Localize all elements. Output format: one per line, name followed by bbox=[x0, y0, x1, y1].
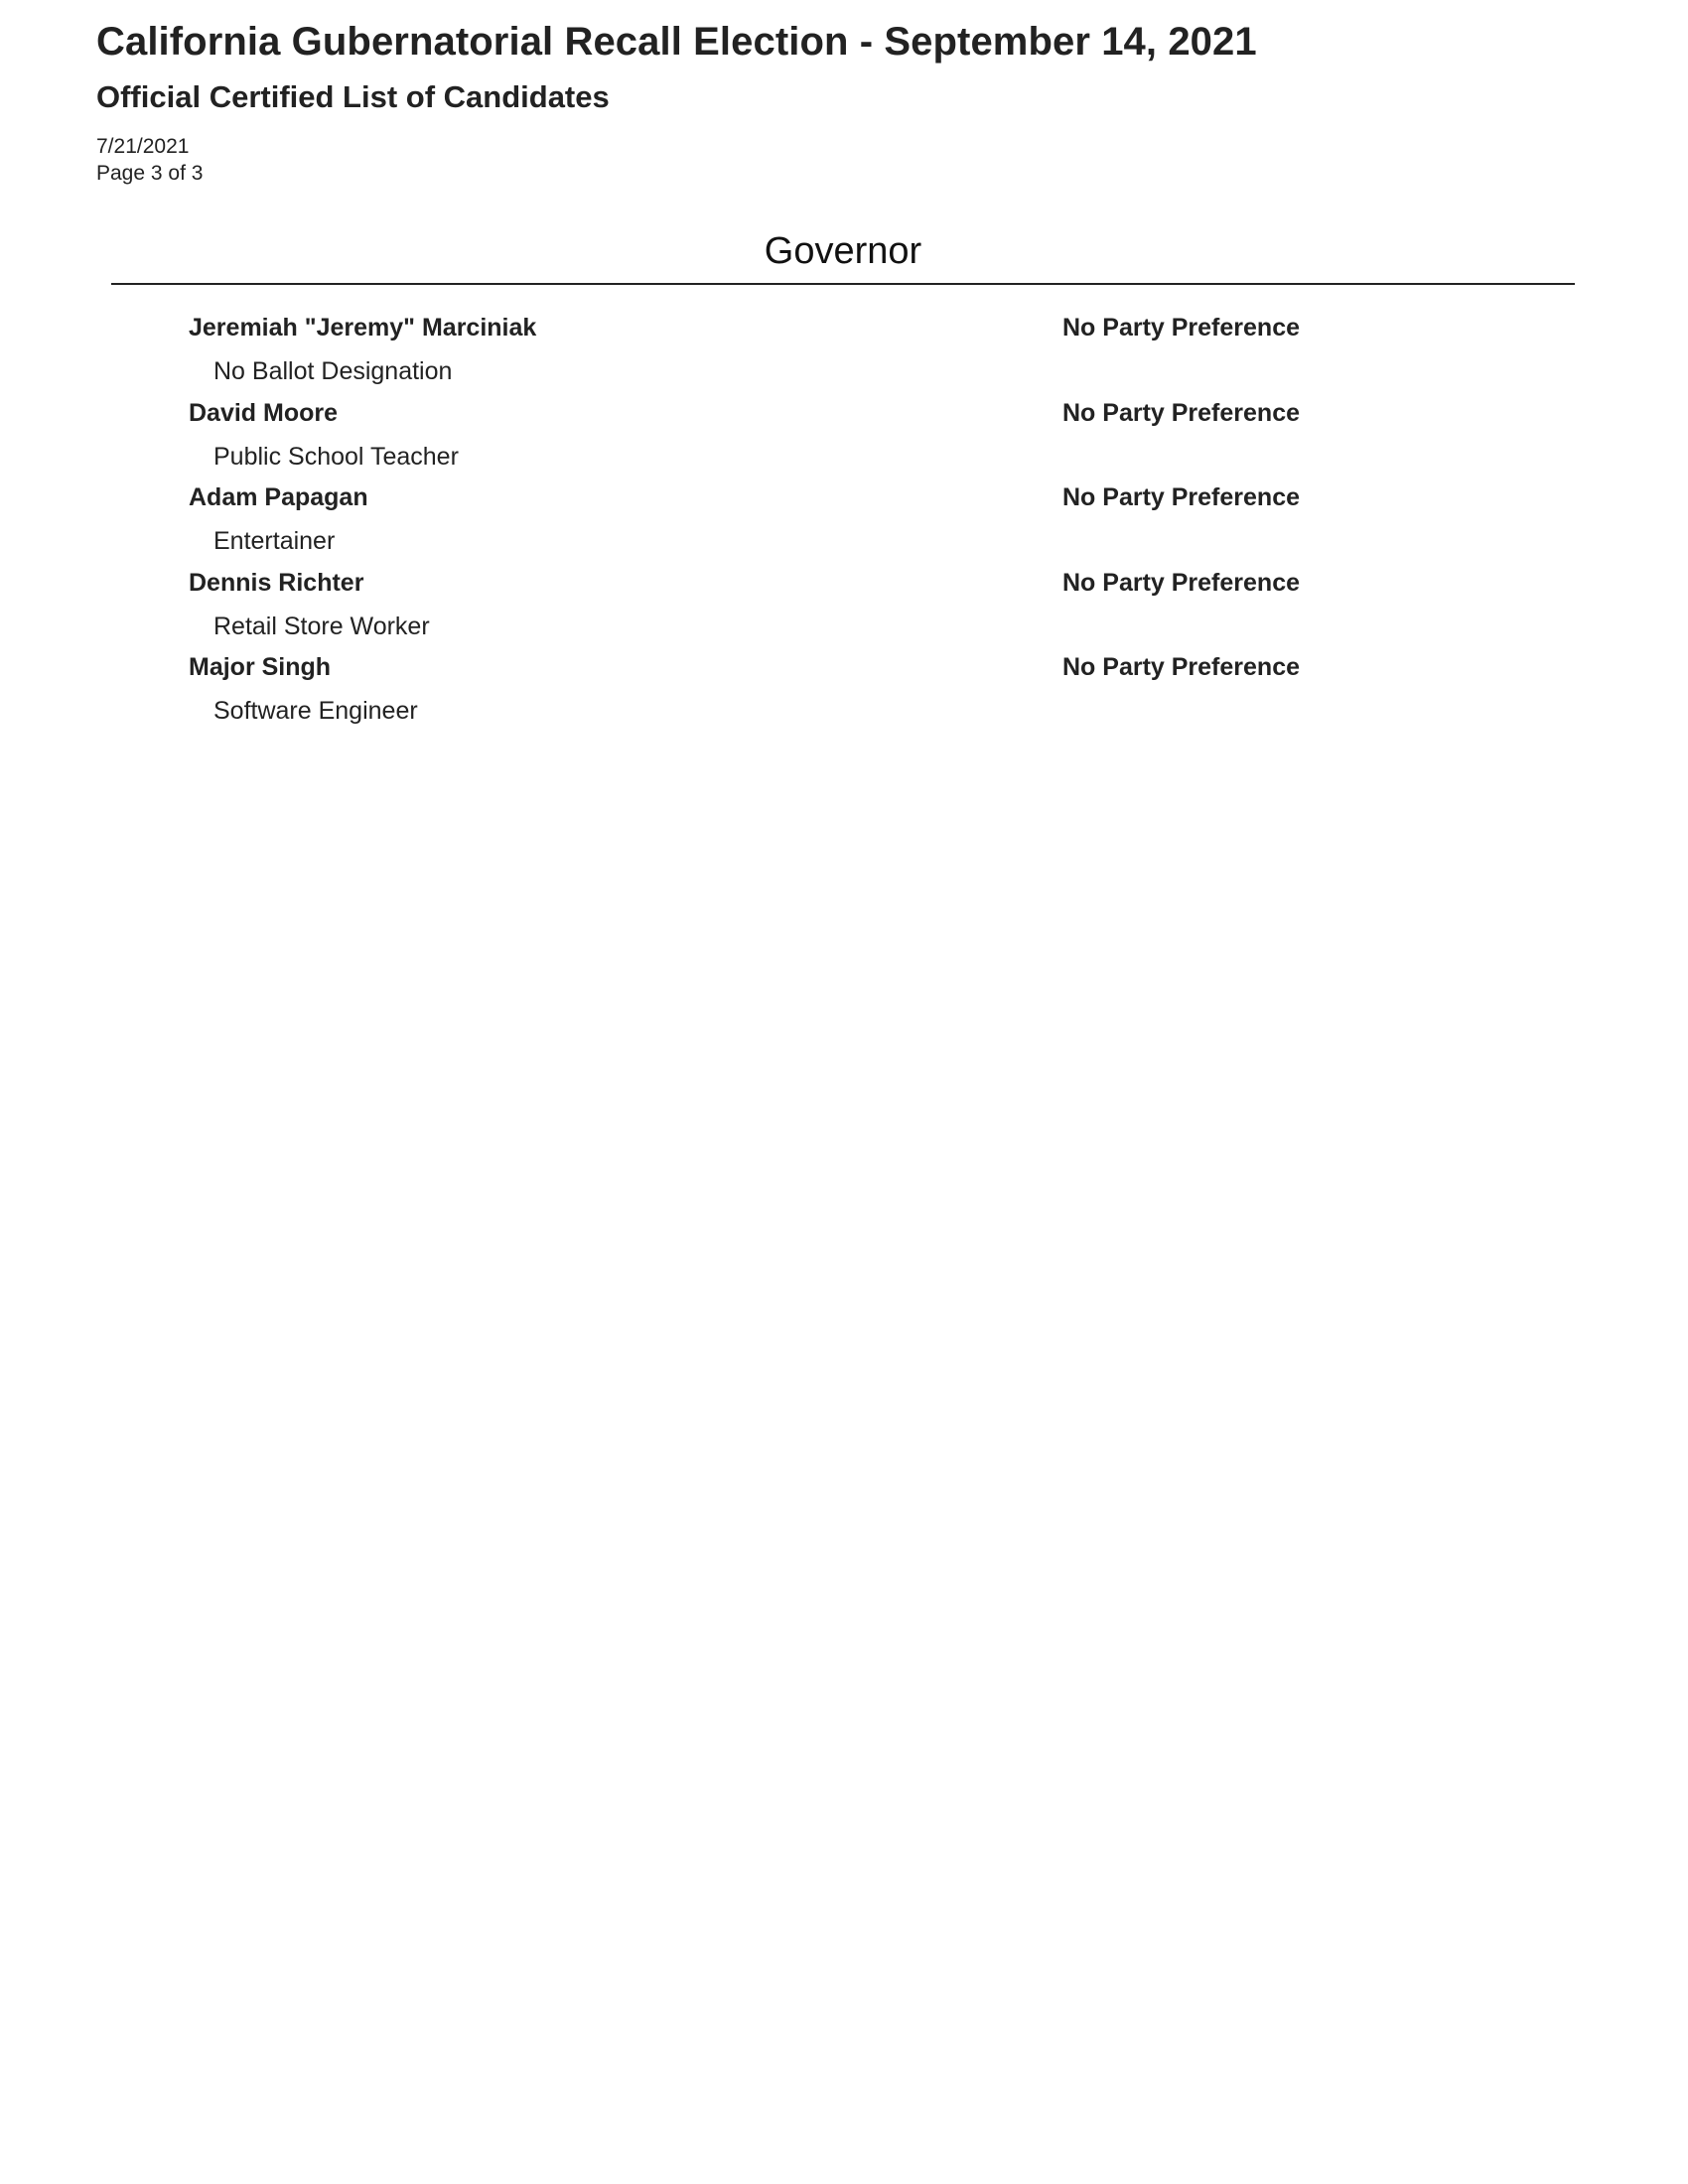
candidate-designation: Software Engineer bbox=[213, 697, 418, 725]
candidate-name: Major Singh bbox=[189, 653, 332, 681]
candidate-designation: Entertainer bbox=[213, 527, 336, 555]
candidate-party: No Party Preference bbox=[1062, 314, 1301, 341]
candidate-designation: No Ballot Designation bbox=[213, 357, 453, 385]
section-divider bbox=[111, 283, 1575, 285]
document-title: California Gubernatorial Recall Election - September 14, 2021 bbox=[96, 20, 1257, 64]
candidate-party: No Party Preference bbox=[1062, 653, 1301, 681]
candidate-name: Jeremiah "Jeremy" Marciniak bbox=[189, 314, 537, 341]
candidate-list bbox=[0, 314, 1688, 739]
candidate-name: Dennis Richter bbox=[189, 568, 364, 597]
candidate-name: Adam Papagan bbox=[189, 483, 368, 511]
candidate-party: No Party Preference bbox=[1062, 483, 1301, 511]
candidate-party: No Party Preference bbox=[1062, 568, 1301, 597]
candidate-entry bbox=[0, 314, 1688, 399]
document-subtitle: Official Certified List of Candidates bbox=[96, 79, 610, 114]
candidate-party: No Party Preference bbox=[1062, 398, 1301, 427]
candidate-designation: Public School Teacher bbox=[213, 442, 459, 471]
candidate-entry bbox=[0, 399, 1688, 484]
section-heading: Governor bbox=[764, 230, 922, 272]
candidate-entry bbox=[0, 483, 1688, 569]
candidate-entry bbox=[0, 653, 1688, 739]
document-date: 7/21/2021 bbox=[96, 135, 190, 158]
candidate-designation: Retail Store Worker bbox=[213, 612, 430, 640]
candidate-name: David Moore bbox=[189, 398, 339, 427]
candidate-entry bbox=[0, 569, 1688, 654]
page-number: Page 3 of 3 bbox=[96, 162, 204, 185]
